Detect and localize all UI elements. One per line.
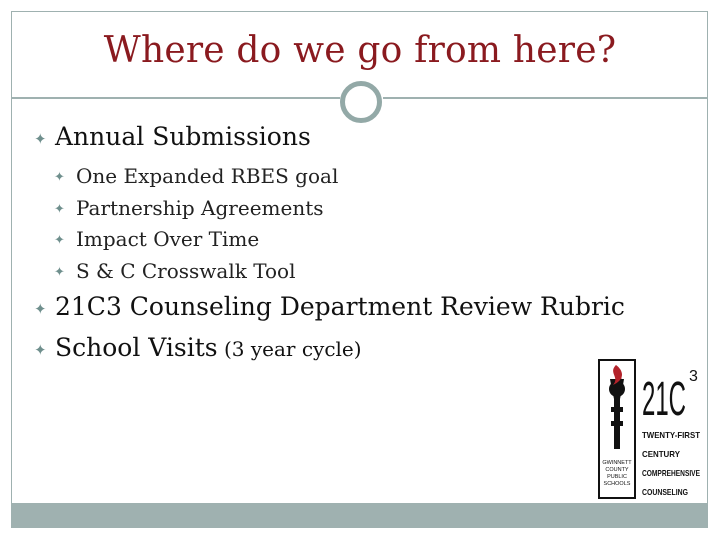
bullet-suffix: (3 year cycle) — [217, 337, 362, 361]
logo-school-line: GWINNETT — [602, 460, 632, 466]
subbullet-rbes-goal — [54, 164, 338, 188]
subbullet-text: Impact Over Time — [76, 227, 260, 251]
bullet-icon: ✦ — [54, 170, 65, 185]
subbullet-impact — [54, 227, 259, 251]
bullet-text: Annual Submissions — [55, 122, 311, 151]
bullet-text: 21C3 Counseling Department Review Rubric — [55, 292, 625, 321]
logo-school-line: PUBLIC — [607, 474, 627, 480]
logo-line: TWENTY-FIRST — [642, 430, 701, 440]
footer-bar — [11, 503, 708, 528]
bullet-icon: ✦ — [54, 202, 65, 217]
bullet-icon: ✦ — [34, 340, 47, 359]
bullet-rubric — [34, 292, 625, 321]
bullet-text: School Visits — [55, 333, 218, 362]
bullet-annual-submissions — [34, 122, 311, 151]
logo-mark: 21C — [642, 373, 686, 426]
logo-line: COUNSELING — [642, 487, 689, 497]
bullet-icon: ✦ — [54, 265, 65, 280]
logo-school-line: COUNTY — [605, 467, 629, 473]
logo-school-line: SCHOOLS — [603, 481, 631, 487]
torch-icon — [609, 365, 625, 449]
logo-line: CENTURY — [642, 449, 681, 459]
21c3-logo — [598, 359, 702, 500]
subbullet-crosswalk — [54, 259, 296, 283]
slide-title: Where do we go from here? — [103, 30, 617, 71]
bullet-icon: ✦ — [34, 299, 47, 318]
subbullet-partnership — [54, 196, 324, 220]
subbullet-text: S & C Crosswalk Tool — [76, 259, 296, 283]
bullet-icon: ✦ — [34, 129, 47, 148]
bullet-icon: ✦ — [54, 233, 65, 248]
subbullet-text: Partnership Agreements — [76, 196, 324, 220]
bullet-school-visits — [34, 333, 362, 362]
subbullet-text: One Expanded RBES goal — [76, 164, 339, 188]
logo-mark-superscript: 3 — [689, 368, 698, 385]
logo-line: COMPREHENSIVE — [642, 468, 701, 478]
